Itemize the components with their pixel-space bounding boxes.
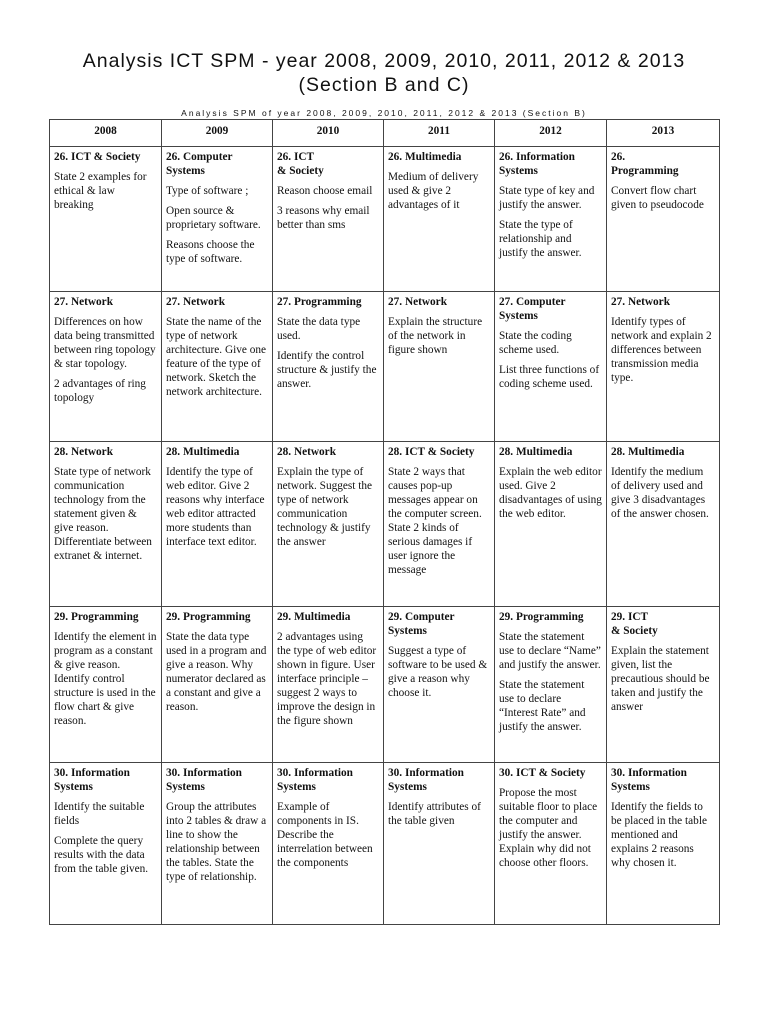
question-description: Suggest a type of software to be used & give a reason why choose it.: [388, 645, 488, 699]
question-topic: 27. Programming: [277, 296, 362, 308]
table-cell: [50, 763, 162, 925]
question-topic: 28. Multimedia: [166, 446, 240, 458]
question-description: State the statement use to declare “Interest Rate” and justify the answer.: [499, 679, 586, 733]
table-cell: [495, 442, 607, 607]
question-description: State the data type used.: [277, 316, 361, 342]
table-row: [50, 292, 720, 442]
question-topic: 26. ICT & Society: [277, 151, 324, 177]
table-cell: [495, 763, 607, 925]
table-header-row: [50, 120, 720, 147]
title-line-1: Analysis ICT SPM - year 2008, 2009, 2010, 2011, 2012 & 2013: [82, 50, 686, 72]
table-caption: Analysis SPM of year 2008, 2009, 2010, 2011, 2012 & 2013 (Section B): [181, 108, 587, 118]
question-description: Identify the medium of delivery used and give 3 disadvantages of the answer chosen.: [611, 466, 709, 520]
table-row: [50, 607, 720, 763]
question-description: Reasons choose the type of software.: [166, 239, 255, 265]
question-description: Identify attributes of the table given: [388, 801, 481, 827]
question-description: State the type of relationship and justify the answer.: [499, 219, 582, 259]
question-description: State the name of the type of network architecture. Give one feature of the type of network. Sketch the network architecture.: [166, 316, 267, 398]
table-row: [50, 147, 720, 292]
table-cell: [162, 607, 273, 763]
question-description: Identify the type of web editor. Give 2 reasons why interface web editor attracted more students than interface text editor.: [166, 466, 265, 548]
table-cell: [495, 147, 607, 292]
table-cell: [273, 292, 384, 442]
year-header-2011: 2011: [384, 120, 495, 147]
question-description: Convert flow chart given to pseudocode: [611, 185, 704, 211]
table-cell: [273, 442, 384, 607]
question-description: State type of key and justify the answer.: [499, 185, 595, 211]
question-description: 2 advantages of ring topology: [54, 378, 146, 404]
year-header-2012: 2012: [495, 120, 607, 147]
table-cell: [607, 607, 720, 763]
question-description: Identify the fields to be placed in the table mentioned and explains 2 reasons why chosen it.: [611, 801, 707, 869]
question-topic: 28. Multimedia: [611, 446, 685, 458]
question-topic: 30. Information Systems: [611, 767, 687, 793]
year-header-2008: 2008: [50, 120, 162, 147]
question-topic: 27. Network: [54, 296, 113, 308]
table-cell: [162, 147, 273, 292]
question-topic: 29. Computer Systems: [388, 611, 455, 637]
table-cell: [607, 442, 720, 607]
question-description: Group the attributes into 2 tables & draw a line to show the relationship between the tables. State the type of relationship.: [166, 801, 267, 883]
table-cell: [607, 147, 720, 292]
table-cell: [162, 292, 273, 442]
page-title: [0, 49, 768, 97]
question-topic: 29. Multimedia: [277, 611, 351, 623]
question-description: Identify the element in program as a constant & give reason. Identify control structure is used in the flow chart & give reason.: [54, 631, 157, 727]
question-description: Complete the query results with the data from the table given.: [54, 835, 149, 875]
question-description: State the data type used in a program and give a reason. Why numerator declared as a constant and give a reason.: [166, 631, 267, 713]
question-description: Reason choose email: [277, 185, 373, 197]
question-topic: 27. Network: [611, 296, 670, 308]
table-cell: [273, 607, 384, 763]
table-cell: [607, 292, 720, 442]
question-topic: 28. Network: [54, 446, 113, 458]
question-topic: 29. ICT & Society: [611, 611, 658, 637]
question-description: Identify the control structure & justify the answer.: [277, 350, 377, 390]
question-description: Example of components in IS. Describe the interrelation between the components: [277, 801, 373, 869]
question-topic: 30. Information Systems: [277, 767, 353, 793]
question-topic: 26. Programming: [611, 151, 679, 177]
question-description: Explain the type of network. Suggest the type of network communication technology & justify the answer: [277, 466, 373, 548]
table-cell: [384, 607, 495, 763]
question-description: Medium of delivery used & give 2 advantages of it: [388, 171, 479, 211]
question-topic: 29. Programming: [499, 611, 584, 623]
question-description: State 2 examples for ethical & law breaking: [54, 171, 147, 211]
year-header-2013: 2013: [607, 120, 720, 147]
year-header-2009: 2009: [162, 120, 273, 147]
question-topic: 26. Computer Systems: [166, 151, 233, 177]
question-description: 2 advantages using the type of web editor shown in figure. User interface principle – suggest 2 ways to improve the design in the figure shown: [277, 631, 377, 727]
question-description: Identify types of network and explain 2 differences between transmission media type.: [611, 316, 712, 384]
question-topic: 30. Information Systems: [166, 767, 242, 793]
question-topic: 29. Programming: [166, 611, 251, 623]
question-topic: 27. Network: [388, 296, 447, 308]
table-cell: [384, 763, 495, 925]
table-cell: [495, 607, 607, 763]
year-header-2010: 2010: [273, 120, 384, 147]
question-topic: 29. Programming: [54, 611, 139, 623]
question-description: State the statement use to declare “Name” and justify the answer.: [499, 631, 601, 671]
table-cell: [607, 763, 720, 925]
question-description: Explain the statement given, list the precautious should be taken and justify the answer: [611, 645, 710, 713]
question-topic: 30. ICT & Society: [499, 767, 586, 779]
question-description: Explain the structure of the network in figure shown: [388, 316, 483, 356]
table-cell: [50, 292, 162, 442]
question-description: Open source & proprietary software.: [166, 205, 261, 231]
table-cell: [50, 442, 162, 607]
question-topic: 27. Network: [166, 296, 225, 308]
question-description: Identify the suitable fields: [54, 801, 145, 827]
table-body: [50, 147, 720, 925]
title-line-2: (Section B and C): [298, 74, 470, 96]
question-topic: 28. Multimedia: [499, 446, 573, 458]
table-cell: [495, 292, 607, 442]
question-topic: 27. Computer Systems: [499, 296, 566, 322]
table-cell: [384, 292, 495, 442]
table-cell: [384, 442, 495, 607]
question-description: State type of network communication technology from the statement given & give reason. Differentiate between extranet & internet.: [54, 466, 152, 562]
table-cell: [384, 147, 495, 292]
question-topic: 26. Information Systems: [499, 151, 575, 177]
table-cell: [273, 763, 384, 925]
table-cell: [273, 147, 384, 292]
question-description: Type of software ;: [166, 185, 249, 197]
question-description: Propose the most suitable floor to place the computer and justify the answer. Explain why did not choose other floors.: [499, 787, 598, 869]
analysis-table: [49, 119, 720, 925]
question-topic: 26. Multimedia: [388, 151, 462, 163]
question-topic: 28. ICT & Society: [388, 446, 475, 458]
question-description: State 2 ways that causes pop-up messages appear on the computer screen. State 2 kinds of serious damages if user ignore the message: [388, 466, 482, 576]
table-cell: [50, 147, 162, 292]
question-description: Differences on how data being transmitted between ring topology & star topology.: [54, 316, 156, 370]
table-cell: [162, 442, 273, 607]
question-topic: 30. Information Systems: [54, 767, 130, 793]
question-description: List three functions of coding scheme used.: [499, 364, 600, 390]
question-topic: 26. ICT & Society: [54, 151, 141, 163]
table-cell: [162, 763, 273, 925]
table-row: [50, 763, 720, 925]
question-description: State the coding scheme used.: [499, 330, 572, 356]
table-cell: [50, 607, 162, 763]
question-description: 3 reasons why email better than sms: [277, 205, 370, 231]
table-row: [50, 442, 720, 607]
question-topic: 28. Network: [277, 446, 336, 458]
question-topic: 30. Information Systems: [388, 767, 464, 793]
question-description: Explain the web editor used. Give 2 disadvantages of using the web editor.: [499, 466, 602, 520]
